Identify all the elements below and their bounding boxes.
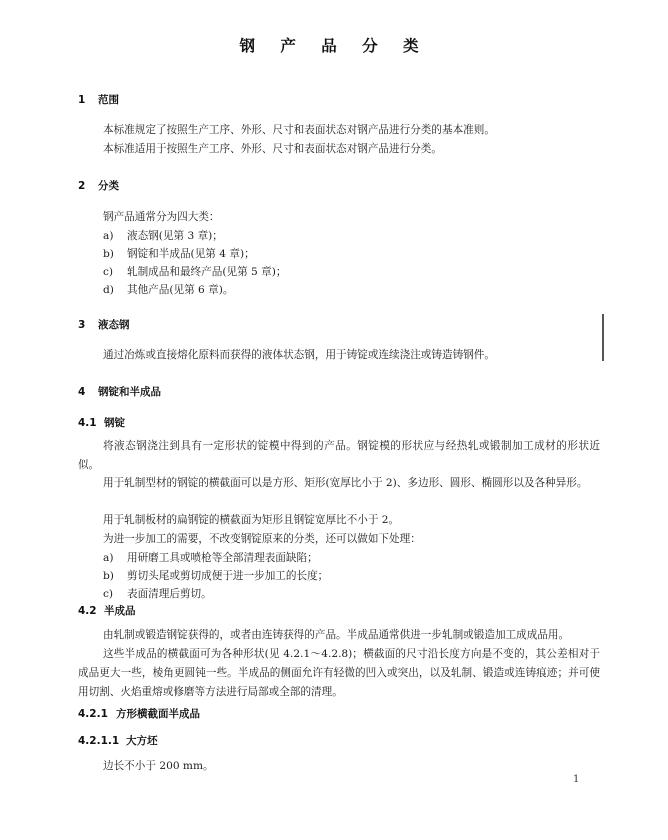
section-title: 范围: [98, 94, 119, 106]
list-text: 轧制成品和最终产品(见第 5 章)；: [127, 266, 287, 278]
list-marker: b): [103, 570, 114, 582]
paragraph: 钢产品通常分为四大类：: [103, 211, 220, 223]
document-title: 钢 产 品 分 类: [239, 37, 429, 55]
section-number: 4.2: [78, 605, 97, 617]
change-bar: [602, 314, 604, 361]
section-title: 分类: [98, 180, 119, 192]
section-3-heading: [78, 317, 130, 332]
section-number: 1: [78, 94, 86, 106]
list-text: 钢锭和半成品(见第 4 章)；: [127, 248, 255, 260]
list-text: 用研磨工具或喷枪等全部清理表面缺陷；: [127, 552, 318, 564]
paragraph: 本标准规定了按照生产工序、外形、尺寸和表面状态对钢产品进行分类的基本准则。: [103, 124, 495, 136]
section-number: 3: [78, 319, 86, 331]
section-number: 4.1: [78, 417, 97, 429]
section-4-2-1-heading: [78, 706, 200, 721]
section-number: 4.2.1.1: [78, 735, 120, 747]
list-item: [103, 263, 286, 282]
section-number: 4.2.1: [78, 708, 108, 720]
section-1-heading: [78, 92, 119, 107]
section-4-1-heading: [78, 415, 125, 430]
list-marker: a): [103, 552, 114, 564]
list-item: [103, 549, 318, 568]
list-marker: a): [103, 230, 114, 242]
section-2-heading: [78, 178, 119, 193]
list-marker: c): [103, 266, 114, 278]
list-text: 液态钢(见第 3 章)；: [127, 230, 223, 242]
list-text: 表面清理后剪切。: [127, 588, 212, 600]
paragraph: 通过冶炼或直接熔化原料而获得的液体状态钢，用于铸锭或连续浇注或铸造铸钢件。: [103, 349, 495, 361]
section-number: 2: [78, 180, 86, 192]
section-number: 4: [78, 386, 86, 398]
section-4-2-1-1-heading: [78, 733, 158, 748]
list-item: [103, 245, 255, 264]
section-title: 钢锭: [104, 417, 125, 429]
section-title: 方形横截面半成品: [116, 708, 200, 720]
list-item: [103, 281, 234, 300]
list-marker: c): [103, 588, 114, 600]
page-number: 1: [573, 774, 580, 785]
list-item: [103, 227, 223, 246]
section-title: 大方坯: [126, 735, 158, 747]
section-4-2-heading: [78, 603, 136, 618]
paragraph: 边长不小于 200 mm。: [103, 760, 214, 772]
paragraph: 将液态钢浇注到具有一定形状的锭模中得到的产品。钢锭模的形状应与经热轧或锻制加工成材的形状近似。: [78, 440, 600, 471]
section-title: 半成品: [104, 605, 136, 617]
list-item: [103, 585, 212, 604]
paragraph: 本标准适用于按照生产工序、外形、尺寸和表面状态对钢产品进行分类。: [103, 143, 442, 155]
section-title: 液态钢: [98, 319, 130, 331]
list-text: 剪切头尾或剪切成便于进一步加工的长度；: [127, 570, 329, 582]
paragraph: 由轧制或锻造钢锭获得的，或者由连铸获得的产品。半成品通常供进一步轧制或锻造加工成成品用。: [103, 629, 570, 641]
paragraph: 这些半成品的横截面可为各种形状(见 4.2.1～4.2.8)；横截面的尺寸沿长度方向是不变的，其公差相对于成品更大一些，棱角更圆钝一些。半成品的侧面允许有轻微的凹入或突出，以及轧制、锻造或连铸痕迹；并可使用切割、火焰重熔或修磨等方法进行局部或全部的清理。: [78, 648, 600, 698]
paragraph: 用于轧制型材的钢锭的横截面可以是方形、矩形(宽厚比小于 2)、多边形、圆形、椭圆形以及各种异形。: [103, 477, 588, 489]
list-item: [103, 567, 328, 586]
list-text: 其他产品(见第 6 章)。: [127, 284, 234, 296]
paragraph: 为进一步加工的需要，不改变钢锭原来的分类，还可以做如下处理：: [103, 533, 421, 545]
list-marker: b): [103, 248, 114, 260]
paragraph: 用于轧制板材的扁钢锭的横截面为矩形且钢锭宽厚比不小于 2。: [103, 514, 400, 526]
section-title: 钢锭和半成品: [98, 386, 161, 398]
list-marker: d): [103, 284, 114, 296]
section-4-heading: [78, 384, 161, 399]
